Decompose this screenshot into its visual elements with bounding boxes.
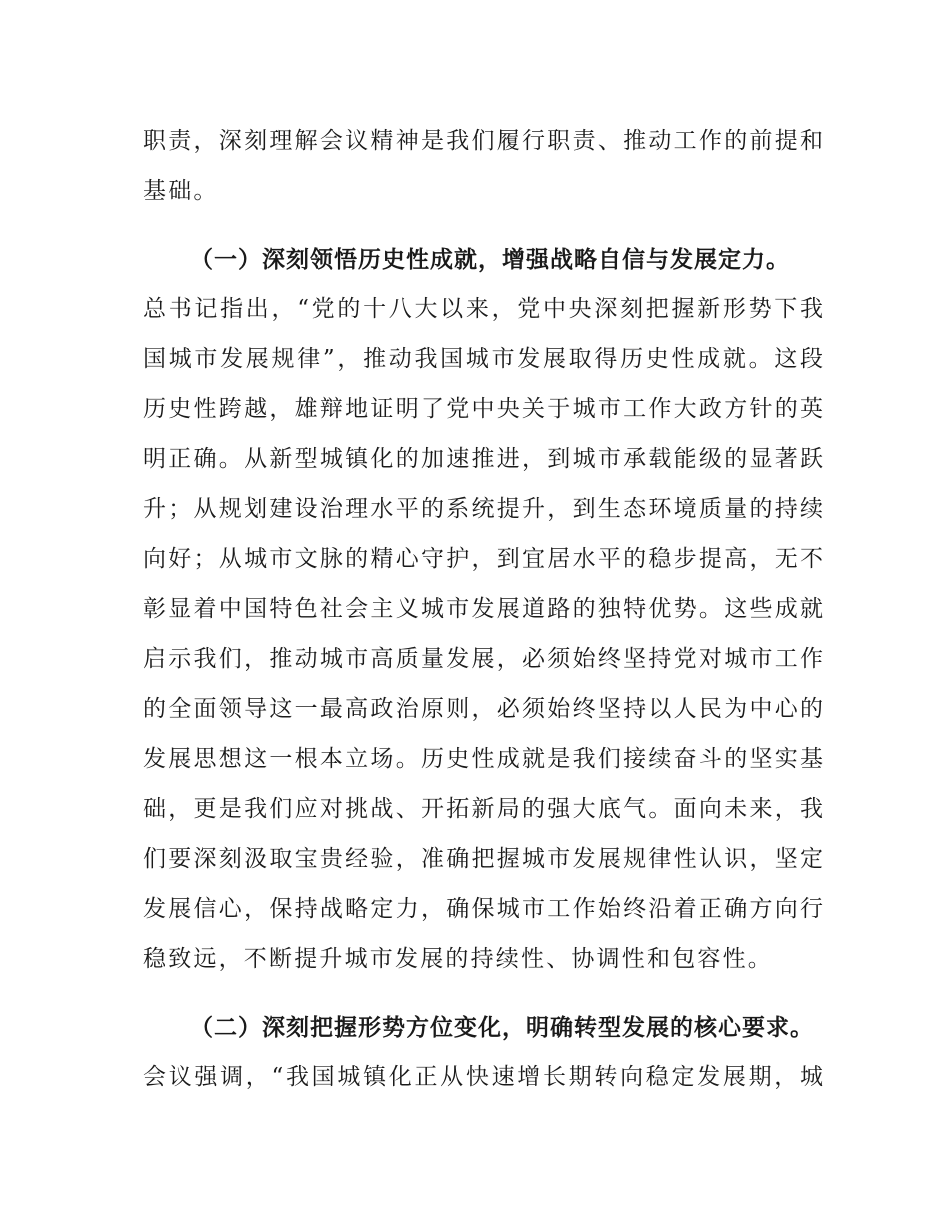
section-1-line: 启示我们，推动城市高质量发展，必须始终坚持党对城市工作: [143, 646, 823, 672]
section-2-line: 会议强调，“我国城镇化正从快速增长期转向稳定发展期，城: [143, 1064, 823, 1090]
section-1-line: 升；从规划建设治理水平的系统提升，到生态环境质量的持续: [143, 496, 823, 522]
section-1-line: 发展信心，保持战略定力，确保城市工作始终沿着正确方向行: [143, 896, 823, 922]
section-2-heading: （二）深刻把握形势方位变化，明确转型发展的核心要求。: [190, 1015, 814, 1041]
section-1-line: 们要深刻汲取宝贵经验，准确把握城市发展规律性认识，坚定: [143, 846, 823, 872]
section-1-line: 明正确。从新型城镇化的加速推进，到城市承载能级的显著跃: [143, 446, 823, 472]
intro-line-2: 基础。: [143, 178, 219, 204]
section-1-line: 总书记指出，“党的十八大以来，党中央深刻把握新形势下我: [143, 296, 823, 322]
section-1-heading: （一）深刻领悟历史性成就，增强战略自信与发展定力。: [190, 247, 790, 273]
section-1-line: 彰显着中国特色社会主义城市发展道路的独特优势。这些成就: [143, 596, 823, 622]
section-1-line: 国城市发展规律”，推动我国城市发展取得历史性成就。这段: [143, 346, 823, 372]
section-1-line: 础，更是我们应对挑战、开拓新局的强大底气。面向未来，我: [143, 796, 823, 822]
section-1-line: 历史性跨越，雄辩地证明了党中央关于城市工作大政方针的英: [143, 396, 823, 422]
section-1-line: 向好；从城市文脉的精心守护，到宜居水平的稳步提高，无不: [143, 546, 823, 572]
intro-line-1: 职责，深刻理解会议精神是我们履行职责、推动工作的前提和: [143, 128, 823, 154]
section-1-line: 发展思想这一根本立场。历史性成就是我们接续奋斗的坚实基: [143, 746, 823, 772]
section-1-line: 的全面领导这一最高政治原则，必须始终坚持以人民为中心的: [143, 696, 823, 722]
section-1-line: 稳致远，不断提升城市发展的持续性、协调性和包容性。: [143, 946, 773, 972]
